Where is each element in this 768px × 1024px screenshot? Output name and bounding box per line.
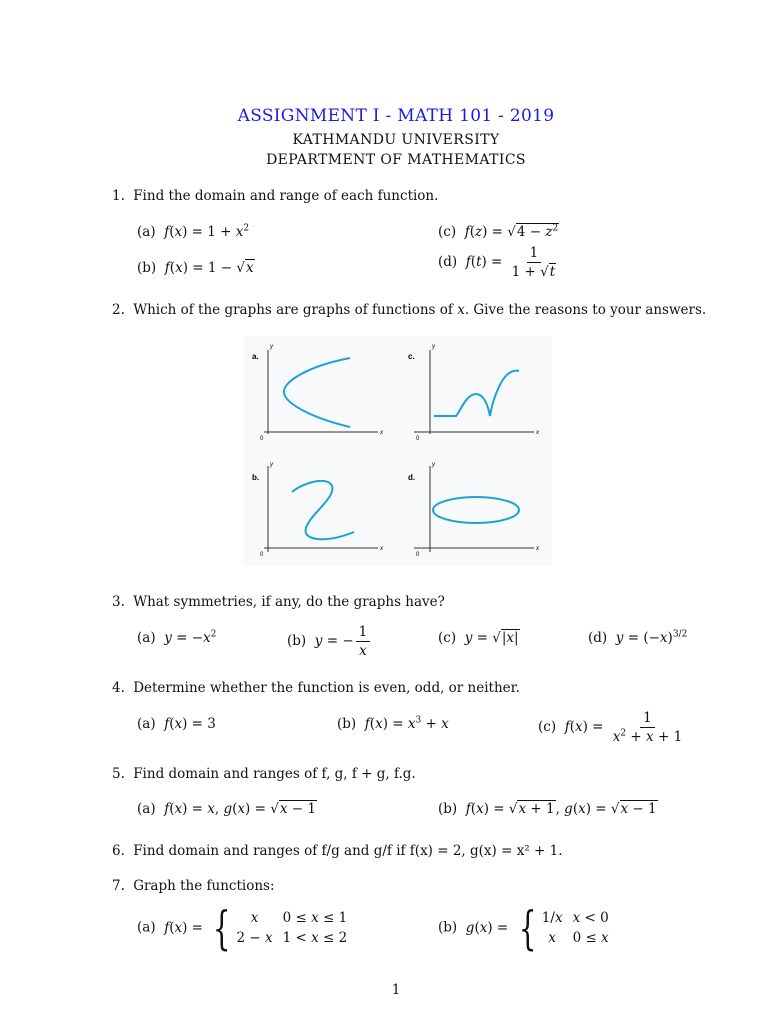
item-label: (c) — [438, 630, 457, 646]
question-number: 1. — [112, 188, 125, 204]
graph-label: b. — [252, 473, 260, 482]
formula: $y = -x^2$ — [164, 629, 217, 646]
formula: $f(z) = √4 - z^2$ — [464, 223, 559, 240]
item-label: (b) — [438, 919, 458, 936]
university-name: KATHMANDU UNIVERSITY — [292, 132, 500, 148]
question-text: Graph the functions: — [133, 878, 275, 894]
item-label: (a) — [137, 801, 156, 817]
q7-item-b — [438, 901, 619, 955]
text-part: . Give the reasons to your answers. — [464, 302, 707, 318]
question-text: Find the domain and range of each function. — [133, 188, 439, 204]
q1-item-a — [137, 224, 249, 240]
question-number: 7. — [112, 878, 125, 894]
question-number: 4. — [112, 680, 125, 696]
question-text: Find domain and ranges of f/g and g/f if f(x) = 2, g(x) = x² + 1. — [133, 843, 563, 859]
graph-label: a. — [252, 352, 259, 361]
question-5 — [112, 766, 416, 782]
y-axis-label: y — [270, 344, 273, 350]
formula: f(x) = 3 — [164, 716, 216, 732]
q3-item-d — [588, 630, 687, 646]
q7-item-a — [137, 901, 357, 955]
item-label: (b) — [337, 716, 357, 732]
formula: y = − $\frac{1}{x}$ — [310, 633, 372, 649]
question-2 — [112, 302, 706, 318]
question-text: Determine whether the function is even, odd, or neither. — [133, 680, 520, 696]
question-text — [133, 302, 706, 318]
question-number: 6. — [112, 843, 125, 859]
formula: f(x) = { x 0 ≤ x ≤ 1 2 − x 1 < x ≤ 2 — [164, 901, 348, 955]
formula: y = √|x| — [464, 630, 519, 646]
formula: f(x) = $\frac{1}{x^2 + x + 1}$ — [564, 710, 683, 745]
figure-background — [244, 336, 552, 566]
item-label: (a) — [137, 224, 156, 240]
q5-item-b — [438, 801, 658, 817]
y-axis-label: y — [270, 462, 273, 468]
graph-label: d. — [408, 473, 416, 482]
formula: $f(x) = x^3 + x$ — [364, 715, 449, 732]
x-axis-label: x — [536, 546, 539, 552]
item-label: (d) — [438, 254, 458, 270]
item-label: (a) — [137, 630, 156, 646]
q3-item-b — [287, 624, 372, 659]
item-label: (d) — [588, 630, 608, 646]
text-part: Which of the graphs are graphs of functions of — [133, 302, 458, 318]
text-var: x — [457, 302, 465, 318]
question-number: 2. — [112, 302, 125, 318]
origin-label: 0 — [260, 436, 264, 442]
q1-item-c — [438, 224, 559, 240]
q1-item-b — [137, 260, 255, 276]
item-label: (a) — [137, 716, 156, 732]
question-text: Find domain and ranges of f, g, f + g, f.g. — [133, 766, 416, 782]
q1-item-d — [438, 245, 561, 280]
question-text: What symmetries, if any, do the graphs have? — [133, 594, 445, 610]
q5-item-a — [137, 801, 317, 817]
department-name: DEPARTMENT OF MATHEMATICS — [266, 152, 526, 168]
formula: f(x) = √x + 1, g(x) = √x − 1 — [465, 801, 657, 817]
formula: f(x) = x, g(x) = √x − 1 — [164, 801, 316, 817]
y-axis-label: y — [432, 462, 435, 468]
origin-label: 0 — [416, 552, 420, 558]
item-label: (c) — [438, 224, 457, 240]
item-label: (c) — [538, 719, 557, 735]
origin-label: 0 — [416, 436, 420, 442]
function-graphs-figure — [244, 336, 552, 566]
page-number: 1 — [391, 982, 401, 998]
question-6 — [112, 843, 563, 859]
x-axis-label: x — [380, 546, 383, 552]
formula: f(t) = $\frac{1}{1 + √t}$ — [465, 245, 556, 280]
formula: $y = (-x)^{3/2}$ — [615, 629, 688, 646]
q3-item-a — [137, 630, 216, 646]
question-number: 3. — [112, 594, 125, 610]
q4-item-c — [538, 710, 687, 745]
q4-item-a — [137, 716, 216, 732]
assignment-title: ASSIGNMENT I - MATH 101 - 2019 — [237, 106, 555, 126]
question-3 — [112, 594, 445, 610]
q3-item-c — [438, 630, 520, 646]
q4-item-b — [337, 716, 449, 732]
question-7 — [112, 878, 275, 894]
item-label: (b) — [137, 260, 157, 276]
question-4 — [112, 680, 520, 696]
item-label: (b) — [287, 633, 307, 649]
question-1 — [112, 188, 438, 204]
x-axis-label: x — [536, 430, 539, 436]
formula: f(x) = 1 − √x — [164, 260, 254, 276]
item-label: (b) — [438, 801, 458, 817]
y-axis-label: y — [432, 344, 435, 350]
question-number: 5. — [112, 766, 125, 782]
item-label: (a) — [137, 919, 156, 936]
origin-label: 0 — [260, 552, 264, 558]
x-axis-label: x — [380, 430, 383, 436]
formula: g(x) = { 1/x x < 0 x 0 ≤ x — [465, 901, 609, 955]
graph-label: c. — [408, 352, 415, 361]
formula: $f(x) = 1 + x^2$ — [164, 223, 250, 240]
